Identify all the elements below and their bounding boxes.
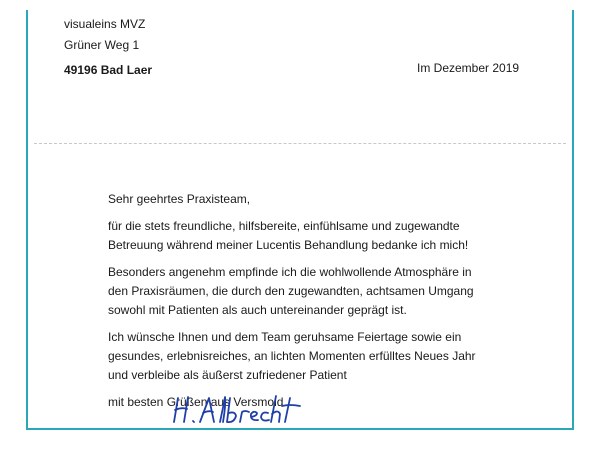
paragraph-line: Betreuung während meiner Lucentis Behandlung bedanke ich mich! (108, 238, 469, 252)
paragraph-line: für die stets freundliche, hilfsbereite, einfühlsame und zugewandte (108, 219, 460, 233)
paragraph-atmosphere (108, 263, 538, 320)
sender-street: Grüner Weg 1 (64, 38, 140, 52)
sender-address (64, 14, 152, 81)
letter-body (108, 190, 538, 420)
paragraph-line: Besonders angenehm empfinde ich die wohlwollende Atmosphäre in (108, 265, 472, 279)
paragraph-wishes (108, 328, 538, 385)
closing: mit besten Grüßen aus Versmold (108, 395, 284, 409)
paragraph-line: und verbleibe als äußerst zufriedener Patient (108, 368, 347, 382)
handwritten-signature (172, 392, 322, 428)
paragraph-thanks (108, 217, 538, 255)
paragraph-line: gesundes, erlebnisreiches, an lichten Momenten erfülltes Neues Jahr (108, 349, 476, 363)
paragraph-line: Ich wünsche Ihnen und dem Team geruhsame Feiertage sowie ein (108, 330, 462, 344)
salutation: Sehr geehrtes Praxisteam, (108, 192, 251, 206)
letter-date: Im Dezember 2019 (417, 61, 520, 75)
paragraph-line: den Praxisräumen, die durch den zugewandten, achtsamen Umgang (108, 284, 474, 298)
sender-city: 49196 Bad Laer (64, 63, 153, 77)
sender-name: visualeins MVZ (64, 17, 146, 31)
paragraph-line: sowohl mit Patienten als auch untereinander geprägt ist. (108, 303, 407, 317)
fold-divider (34, 143, 566, 144)
